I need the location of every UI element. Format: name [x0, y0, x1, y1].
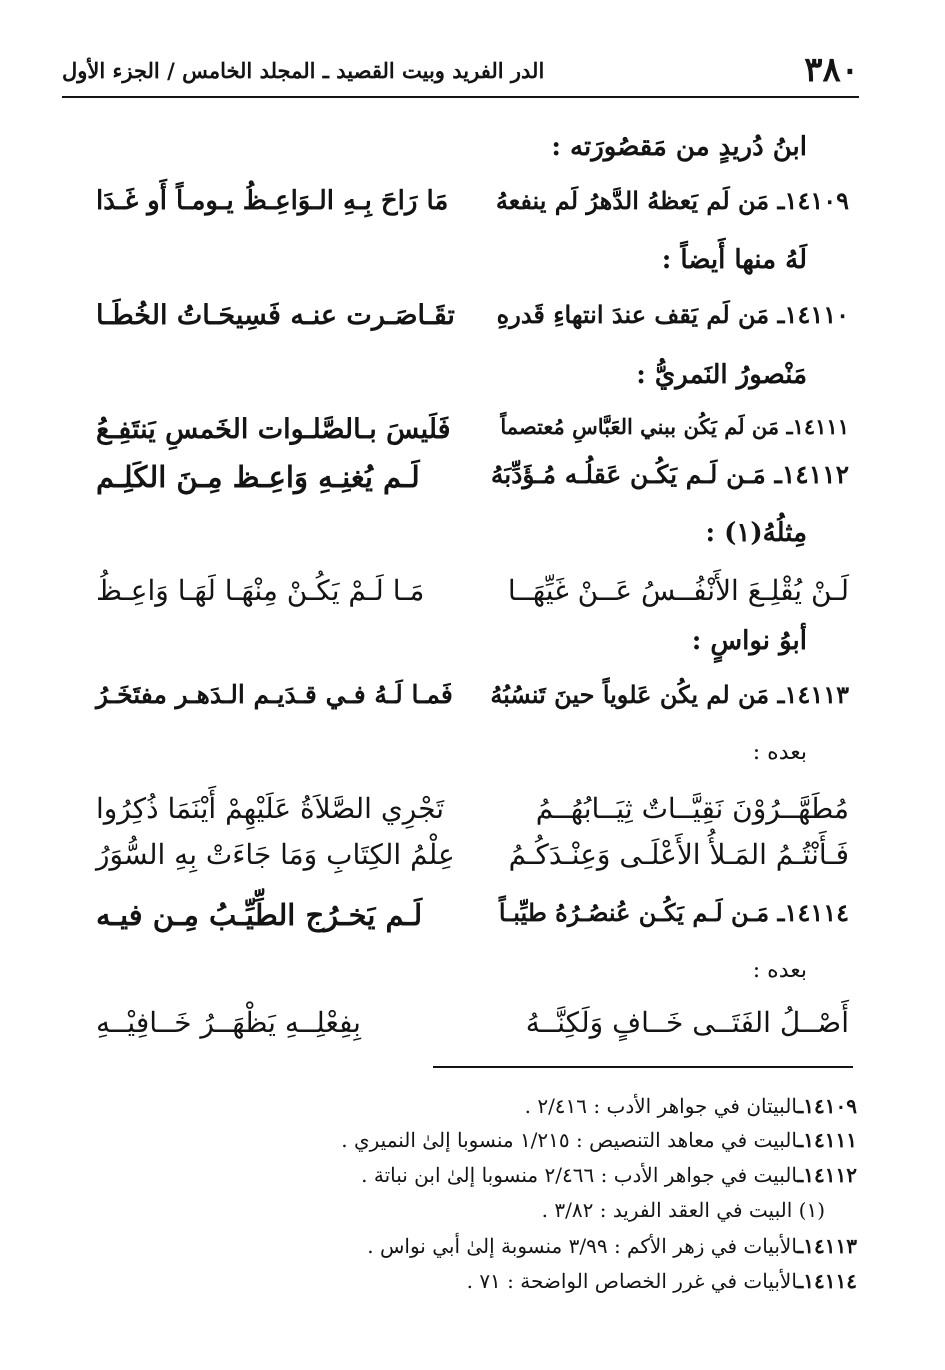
verse-14112 [96, 460, 849, 510]
intro-ibn-durayd: ابنُ دُريدٍ من مَقصُورَته : [551, 132, 807, 162]
verse-14111 [96, 414, 849, 464]
footnote-14114 [60, 1269, 857, 1293]
verse-14113 [96, 680, 849, 730]
verse-badahu-2-first: أَصْــلُ الفَتَــى خَــافٍ وَلَكِنَّــهُ [525, 1006, 849, 1039]
footnote-text: البيت في معاهد التنصيص : ١/٢١٥ منسوبا إلىٰ النميري . [341, 1128, 798, 1152]
intro-minha-aydan: لَهُ منها أَيضاً : [661, 245, 807, 275]
footnote-1 [60, 1198, 825, 1222]
footnote-text: البيتان في جواهر الأدب : ٢/٤١٦ . [524, 1094, 798, 1118]
page-number: ٣٨٠ [804, 50, 859, 90]
header-rule [62, 96, 859, 98]
verse-badahu-2-second: بِفِعْلِــهِ يَظْهَــرُ خَــافِيْــهِ [96, 1006, 361, 1039]
intro-abu-nuwas: أبوُ نواسٍ : [691, 626, 807, 656]
verse-mithluhu [96, 574, 849, 624]
footnote-key: (١) [798, 1198, 825, 1222]
verse-badahu-1a-second: تَجْرِي الصَّلاَةُ عَلَيْهِمْ أَيْنَمَا ذُكِرُوا [96, 792, 445, 825]
footnote-14113 [60, 1234, 857, 1258]
footnote-key: ١٤١١٢ـ [797, 1163, 857, 1187]
intro-bad-2: بعده : [752, 958, 807, 983]
footnote-key: ١٤١١٤ـ [797, 1269, 857, 1293]
verse-14114 [96, 898, 849, 948]
verse-14113-second: فَمـا لَـهُ فـي قـدَيـم الـدَهـر مفتَخَـرُ [96, 680, 453, 709]
verse-14112-second: لَـم يُغنِـهِ وَاعِـظ مِـنَ الكَلِـم [96, 460, 420, 494]
verse-14109 [96, 186, 849, 236]
verse-mithluhu-second: مَـا لَـمْ يَكُـنْ مِنْهَـا لَهَـا وَاعِـظُ [96, 574, 425, 607]
footnote-rule [433, 1066, 853, 1068]
verse-14112-first: ١٤١١٢ـ مَـن لَـم يَكُـن عَقلُـه مُـؤَدِّبَهُ [490, 460, 849, 489]
page-header [62, 50, 859, 94]
verse-14114-first: ١٤١١٤ـ مَـن لَـم يَكُـن عُنصُـرُهُ طيِّبـاً [498, 898, 849, 927]
running-title: الدر الفريد وبيت القصيد ـ المجلد الخامس / الجزء الأول [62, 58, 545, 83]
footnote-key: ١٤١١٣ـ [797, 1234, 857, 1258]
verse-mithluhu-first: لَـنْ يُقْلِـعَ الأَنْفُــسُ عَــنْ غَيِّهَــا [507, 574, 849, 607]
footnote-key: ١٤١٠٩ـ [797, 1094, 857, 1118]
footnote-14111 [60, 1128, 857, 1152]
verse-14114-second: لَـم يَخـرُج الطِّيِّـبُ مِـن فيـه [96, 898, 423, 932]
footnote-text: البيت في جواهر الأدب : ٢/٤٦٦ منسوبا إلىٰ ابن نباتة . [361, 1163, 798, 1187]
verse-14110-second: تقَـاصَـرت عنـه فَسِيحَـاتُ الخُطَـا [96, 300, 455, 331]
verse-14110 [96, 300, 849, 350]
verse-badahu-1a-first: مُطَهَّــرُوْنَ نَقِيَّــاتٌ ثِيَــابُهُــمُ [535, 792, 849, 825]
verse-badahu-1b [96, 838, 849, 888]
verse-14109-first: ١٤١٠٩ـ مَن لَم يَعظهُ الدَّهرُ لَم ينفعهُ [495, 186, 849, 215]
verse-badahu-1a [96, 792, 849, 842]
verse-badahu-1b-first: فَـأَنْتُـمُ المَـلأُ الأَعْلَـى وَعِنْـدَكُـمُ [508, 838, 849, 871]
verse-14109-second: مَا رَاحَ بِـهِ الـوَاعِـظُ يـومـاً أَو غَـدَا [96, 186, 449, 216]
intro-mansur-namari: مَنْصورُ النَمريُّ : [636, 360, 807, 390]
verse-badahu-1b-second: عِلْمُ الكِتَابِ وَمَا جَاءَتْ بِهِ السُّوَرُ [96, 838, 455, 871]
footnote-text: الأبيات في غرر الخصاص الواضحة : ٧١ . [466, 1269, 798, 1293]
verse-14110-first: ١٤١١٠ـ مَن لَم يَقف عندَ انتهاءِ قَدرهِ [496, 300, 849, 329]
verse-badahu-2 [96, 1006, 849, 1056]
intro-mithluhu: مِثلُهُ(١) : [705, 518, 807, 548]
footnote-14112 [60, 1163, 857, 1187]
footnote-text: الأبيات في زهر الأكم : ٣/٩٩ منسوبة إلىٰ أبي نواس . [367, 1234, 798, 1258]
verse-14111-first: ١٤١١١ـ مَن لَم يَكُن ببني العَبَّاسِ مُعتصماً [500, 414, 849, 439]
intro-bad-1: بعده : [752, 740, 807, 765]
verse-14113-first: ١٤١١٣ـ مَن لم يكُن عَلوياً حينَ تَنسُبُهُ [490, 680, 849, 709]
footnote-key: ١٤١١١ـ [797, 1128, 857, 1152]
footnote-text: البيت في العقد الفريد : ٣/٨٢ . [541, 1198, 793, 1222]
verse-14111-second: فَلَيسَ بـالصَّلـوات الخَمسِ يَنتَفِـعُ [96, 414, 451, 445]
footnote-14109 [60, 1094, 857, 1118]
